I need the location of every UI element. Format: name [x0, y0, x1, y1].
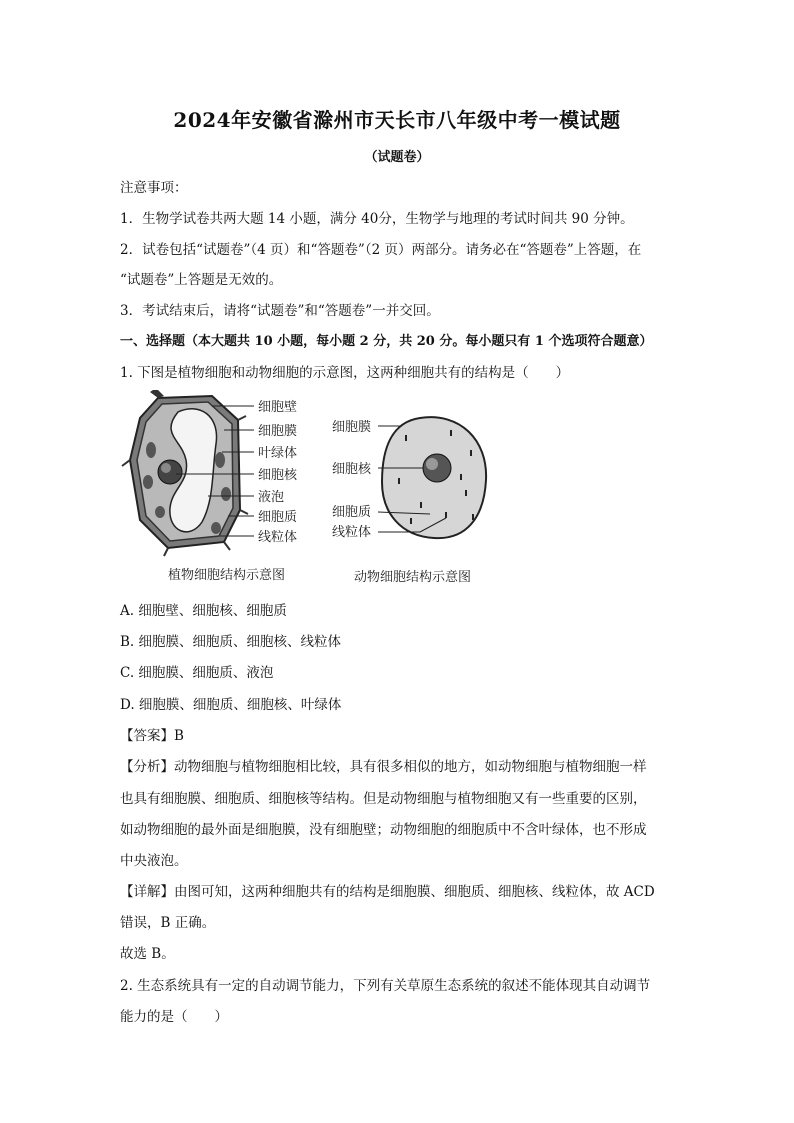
detail-line-3: 故选 B。 [120, 946, 175, 962]
plant-caption: 植物细胞结构示意图 [168, 568, 286, 583]
cell-diagram-figure [120, 390, 500, 590]
animal-label-nucleus: 细胞核 [332, 462, 372, 477]
plant-label-cell-wall: 细胞壁 [258, 400, 298, 415]
plant-cell-diagram [122, 390, 254, 556]
plant-label-cytoplasm: 细胞质 [258, 510, 298, 525]
question-2-stem-line-1: 2. 生态系统具有一定的自动调节能力，下列有关草原生态系统的叙述不能体现其自动调节 [120, 978, 651, 994]
analysis-line-2: 也具有细胞膜、细胞质、细胞核等结构。但是动物细胞与植物细胞又有一些重要的区别， [120, 791, 647, 807]
animal-label-mitochondria: 线粒体 [332, 525, 372, 540]
note-item-1: 1．生物学试卷共两大题 14 小题，满分 40分，生物学与地理的考试时间共 90 分钟。 [120, 211, 634, 227]
analysis-line-1: 【分析】动物细胞与植物细胞相比较，具有很多相似的地方，如动物细胞与植物细胞一样 [120, 759, 647, 775]
answer: 【答案】B [120, 728, 184, 744]
animal-cell-diagram [378, 417, 486, 538]
note-item-2-cont: “试题卷”上答题是无效的。 [120, 272, 283, 288]
page-title: 2024年安徽省滁州市天长市八年级中考一模试题 [173, 108, 621, 132]
animal-label-membrane: 细胞膜 [332, 420, 372, 435]
note-item-3: 3．考试结束后，请将“试题卷”和“答题卷”一并交回。 [120, 303, 440, 319]
detail-line-1: 【详解】由图可知，这两种细胞共有的结构是细胞膜、细胞质、细胞核、线粒体，故 ACD [120, 884, 655, 900]
plant-label-membrane: 细胞膜 [258, 424, 298, 439]
analysis-line-4: 中央液泡。 [120, 853, 188, 869]
note-item-2: 2．试卷包括“试题卷”（4 页）和“答题卷”（2 页）两部分。请务必在“答题卷”上答题，在 [120, 242, 642, 258]
animal-label-cytoplasm: 细胞质 [332, 505, 372, 520]
notes-heading: 注意事项： [120, 180, 188, 196]
option-d: D. 细胞膜、细胞质、细胞核、叶绿体 [120, 697, 342, 713]
option-b: B. 细胞膜、细胞质、细胞核、线粒体 [120, 634, 342, 650]
section-heading: 一、选择题（本大题共 10 小题，每小题 2 分，共 20 分。每小题只有 1 个选项符合题意） [120, 334, 653, 349]
plant-label-vacuole: 液泡 [258, 490, 285, 505]
plant-label-nucleus: 细胞核 [258, 468, 298, 483]
analysis-line-3: 如动物细胞的最外面是细胞膜，没有细胞壁；动物细胞的细胞质中不含叶绿体，也不形成 [120, 822, 647, 838]
question-1-stem: 1. 下图是植物细胞和动物细胞的示意图，这两种细胞共有的结构是（ ） [120, 365, 570, 381]
option-a: A. 细胞壁、细胞核、细胞质 [120, 603, 287, 619]
plant-label-chloroplast: 叶绿体 [258, 446, 298, 461]
option-c: C. 细胞膜、细胞质、液泡 [120, 665, 274, 681]
plant-label-mitochondria: 线粒体 [258, 530, 298, 545]
animal-caption: 动物细胞结构示意图 [354, 570, 472, 585]
question-2-stem-line-2: 能力的是（ ） [120, 1009, 228, 1025]
detail-line-2: 错误，B 正确。 [120, 915, 216, 931]
page-subtitle: （试题卷） [364, 150, 430, 165]
